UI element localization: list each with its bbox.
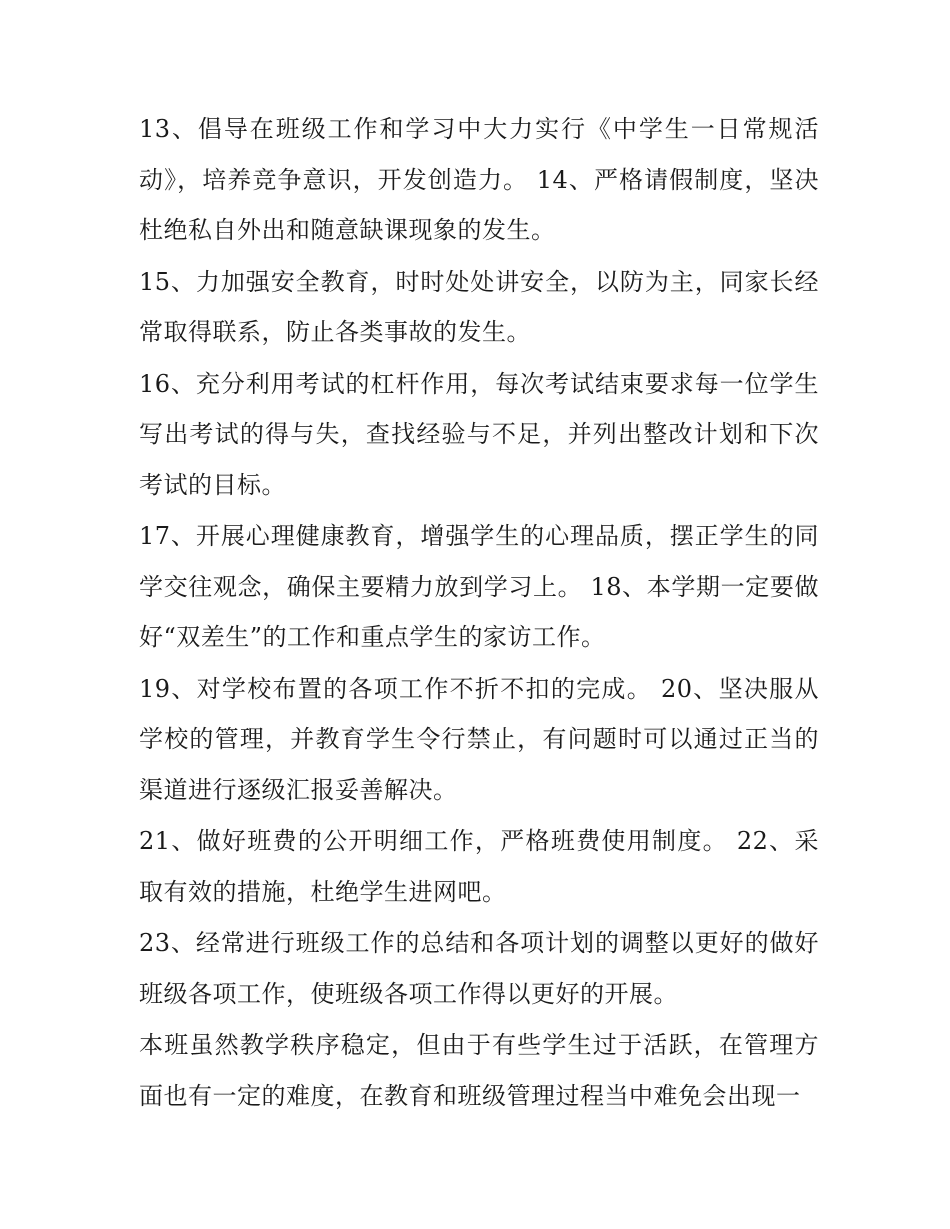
paragraph-summary: 本班虽然教学秩序稳定，但由于有些学生过于活跃，在管理方面也有一定的难度，在教育和班级管理过程当中难免会出现一 [139,1031,819,1110]
document-body [139,104,819,1122]
paragraph-item-15: 15、力加强安全教育，时时处处讲安全，以防为主，同家长经常取得联系，防止各类事故的发生。 [139,267,819,346]
paragraph-items-13-14: 13、倡导在班级工作和学习中大力实行《中学生一日常规活动》，培养竞争意识，开发创造力。 14、严格请假制度，坚决杜绝私自外出和随意缺课现象的发生。 [139,115,819,244]
paragraph-items-21-22: 21、做好班费的公开明细工作，严格班费使用制度。 22、采取有效的措施，杜绝学生进网吧。 [139,827,819,906]
paragraph-item-16: 16、充分利用考试的杠杆作用，每次考试结束要求每一位学生写出考试的得与失，查找经验与不足，并列出整改计划和下次考试的目标。 [139,369,819,499]
paragraph-items-19-20: 19、对学校布置的各项工作不折不扣的完成。 20、坚决服从学校的管理，并教育学生令行禁止，有问题时可以通过正当的渠道进行逐级汇报妥善解决。 [139,674,819,804]
paragraph-items-17-18: 17、开展心理健康教育，增强学生的心理品质，摆正学生的同学交往观念，确保主要精力放到学习上。 18、本学期一定要做好“双差生”的工作和重点学生的家访工作。 [139,522,819,651]
paragraph-item-23: 23、经常进行班级工作的总结和各项计划的调整以更好的做好班级各项工作，使班级各项工作得以更好的开展。 [139,929,819,1008]
